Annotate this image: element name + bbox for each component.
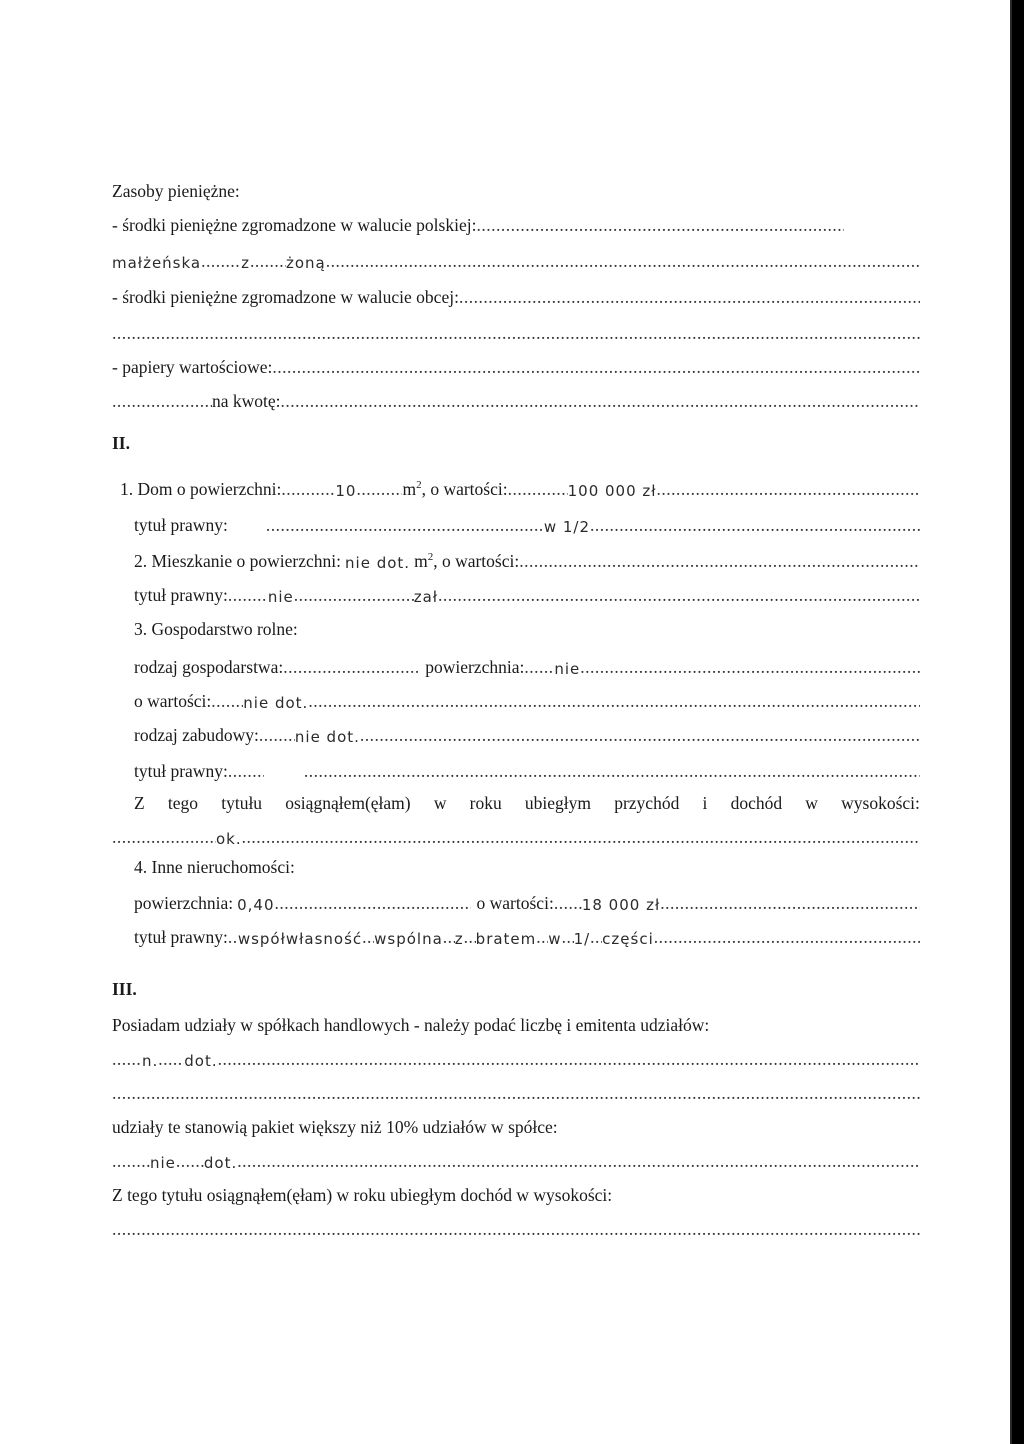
income-word: dochód xyxy=(730,793,783,813)
shares-blank-row xyxy=(112,1078,920,1104)
income-word: w xyxy=(805,793,818,813)
house-area: 10 xyxy=(335,482,357,500)
dotted-fill xyxy=(112,1151,150,1172)
dotted-fill xyxy=(250,251,286,272)
section-iii-heading xyxy=(112,974,920,1000)
income-word: ubiegłym xyxy=(524,793,592,813)
house-title-label: tytuł prawny: xyxy=(134,515,228,535)
dotted-fill xyxy=(272,357,920,378)
income-word: przychód xyxy=(614,793,680,813)
farm-heading-row xyxy=(134,614,920,640)
section-ii-heading xyxy=(112,428,920,454)
dotted-fill xyxy=(281,391,920,412)
farm-value-label: o wartości: xyxy=(134,691,212,711)
dotted-fill xyxy=(360,725,920,746)
house-row xyxy=(120,474,920,500)
other-title-value-7: części xyxy=(602,930,654,948)
dotted-fill xyxy=(362,927,374,948)
other-area-label: powierzchnia: xyxy=(134,893,234,913)
dotted-fill xyxy=(281,479,335,500)
other-value-label: o wartości: xyxy=(476,893,554,913)
farm-title-label: tytuł prawny: xyxy=(134,761,228,781)
farm-buildings-label: rodzaj zabudowy: xyxy=(134,725,259,745)
stake-value-2: dot. xyxy=(203,1154,238,1172)
cash-foreign-value-row xyxy=(112,318,920,344)
shares-label: Posiadam udziały w spółkach handlowych - należy podać liczbę i emitenta udziałów: xyxy=(112,1015,710,1035)
farm-buildings-value: nie dot. xyxy=(294,728,360,746)
flat-row xyxy=(134,546,920,572)
flat-title-value: nie xyxy=(267,588,294,606)
farm-area-label: powierzchnia: xyxy=(425,657,525,677)
cash-pln-row xyxy=(112,210,844,236)
other-property-label: 4. Inne nieruchomości: xyxy=(134,857,295,877)
house-title-row xyxy=(134,510,920,536)
cash-pln-value: małżeńska xyxy=(112,254,202,272)
shares-row xyxy=(112,1010,932,1036)
cash-pln-value-row xyxy=(112,246,920,272)
dotted-fill xyxy=(112,391,212,412)
flat-title-row xyxy=(134,580,920,606)
flat-title-value-2: zał xyxy=(413,588,439,606)
securities-row xyxy=(112,352,920,378)
dotted-fill xyxy=(158,1049,184,1070)
dotted-fill xyxy=(660,893,920,914)
dotted-fill xyxy=(554,893,582,914)
other-title-value-3: z xyxy=(454,930,464,948)
stake-row xyxy=(112,1112,920,1138)
other-area-value: 0,40 xyxy=(237,896,275,914)
dotted-fill xyxy=(536,927,548,948)
dotted-fill xyxy=(459,287,920,308)
dotted-fill xyxy=(524,657,554,678)
farm-value: nie dot. xyxy=(243,694,309,712)
dotted-fill xyxy=(237,1151,920,1172)
income-word: Z xyxy=(134,793,145,813)
cash-pln-label: - środki pieniężne zgromadzone w walucie polskiej: xyxy=(112,215,477,235)
other-title-label: tytuł prawny: xyxy=(134,927,228,947)
farm-area-value: nie xyxy=(554,660,581,678)
flat-title-label: tytuł prawny: xyxy=(134,585,228,605)
other-title-value: współwłasność xyxy=(237,930,363,948)
house-label: 1. Dom o powierzchni: xyxy=(120,479,282,499)
shares-income-value-row xyxy=(112,1214,920,1240)
page-edge-line xyxy=(1010,0,1012,1444)
shares-income-label: Z tego tytułu osiągnąłem(ęłam) w roku ubiegłym dochód w wysokości: xyxy=(112,1185,613,1205)
dotted-fill xyxy=(242,827,920,848)
dotted-fill xyxy=(211,691,243,712)
cash-foreign-label: - środki pieniężne zgromadzone w walucie obcej: xyxy=(112,287,459,307)
other-value: 18 000 zł xyxy=(581,896,661,914)
dotted-fill xyxy=(519,551,920,572)
securities-amount-row xyxy=(112,386,920,412)
cash-pln-value-spouse: żoną xyxy=(285,254,326,272)
dotted-fill xyxy=(657,479,920,500)
income-word: tego xyxy=(167,793,199,813)
farm-value-row xyxy=(134,686,920,712)
shares-income-row xyxy=(112,1180,920,1206)
dotted-fill xyxy=(508,479,568,500)
dotted-fill xyxy=(438,585,920,606)
dotted-fill xyxy=(112,1219,920,1240)
income-word: wysokości: xyxy=(841,793,920,813)
other-title-value-5: w xyxy=(548,930,562,948)
farm-income-row xyxy=(134,788,920,814)
other-area-row xyxy=(134,888,920,914)
other-title-value-2: wspólna xyxy=(374,930,443,948)
income-word: roku xyxy=(469,793,502,813)
other-title-row xyxy=(134,922,920,948)
income-word: osiągnąłem(ęłam) xyxy=(285,793,411,813)
dotted-fill xyxy=(590,515,920,536)
flat-value-label: , o wartości: xyxy=(433,551,520,571)
dotted-fill xyxy=(112,1049,142,1070)
house-title-value: w 1/2 xyxy=(543,518,590,536)
shares-value: n. xyxy=(142,1052,159,1070)
dotted-fill xyxy=(654,927,920,948)
cash-foreign-row xyxy=(112,282,920,308)
flat-label: 2. Mieszkanie o powierzchni: xyxy=(134,551,342,571)
dotted-fill xyxy=(562,927,574,948)
flat-area: nie dot. xyxy=(345,554,411,572)
income-word: tytułu xyxy=(221,793,263,813)
stake-label: udziały te stanowią pakiet większy niż 10% udziałów w spółce: xyxy=(112,1117,558,1137)
dotted-fill xyxy=(228,585,268,606)
section-ii-label: II. xyxy=(112,433,130,453)
dotted-fill xyxy=(283,657,419,678)
farm-buildings-row xyxy=(134,720,920,746)
dotted-fill xyxy=(275,893,471,914)
house-value: 100 000 zł xyxy=(567,482,657,500)
house-value-label: , o wartości: xyxy=(421,479,508,499)
cash-resources-label: Zasoby pieniężne: xyxy=(112,181,240,201)
dotted-fill xyxy=(201,251,241,272)
farm-type-label: rodzaj gospodarstwa: xyxy=(134,657,284,677)
farm-label: 3. Gospodarstwo rolne: xyxy=(134,619,298,639)
dotted-fill xyxy=(259,725,295,746)
dotted-fill xyxy=(218,1049,920,1070)
farm-income-value: ok. xyxy=(216,830,242,848)
dotted-fill xyxy=(464,927,476,948)
dotted-fill xyxy=(304,761,920,782)
dotted-fill xyxy=(580,657,920,678)
securities-label: - papiery wartościowe: xyxy=(112,357,273,377)
dotted-fill xyxy=(112,1083,920,1104)
area-unit: $m^2$ xyxy=(402,479,422,499)
cash-resources-heading xyxy=(112,176,920,202)
dotted-fill xyxy=(294,585,414,606)
farm-title-row xyxy=(134,756,920,782)
dotted-fill xyxy=(176,1151,204,1172)
dotted-fill xyxy=(266,515,544,536)
dotted-fill xyxy=(443,927,455,948)
farm-type-row xyxy=(134,652,920,678)
cash-pln-value-connector: z xyxy=(241,254,250,272)
area-unit: $m^2$ xyxy=(414,551,434,571)
dotted-fill xyxy=(356,479,402,500)
stake-value-row xyxy=(112,1146,920,1172)
dotted-fill xyxy=(308,691,920,712)
dotted-fill xyxy=(228,927,238,948)
dotted-fill xyxy=(326,251,920,272)
other-title-value-6: 1/ xyxy=(573,930,591,948)
securities-amount-label: na kwotę: xyxy=(212,391,281,411)
farm-income-value-row xyxy=(112,822,920,848)
income-word: w xyxy=(433,793,447,813)
shares-value-2: dot. xyxy=(184,1052,218,1070)
dotted-fill xyxy=(476,215,844,236)
other-title-value-4: bratem xyxy=(475,930,537,948)
dotted-fill xyxy=(112,323,920,344)
dotted-fill xyxy=(590,927,602,948)
dotted-fill xyxy=(228,761,264,782)
other-property-heading-row xyxy=(134,852,920,878)
dotted-fill xyxy=(112,827,216,848)
stake-value: nie xyxy=(150,1154,176,1172)
shares-value-row xyxy=(112,1044,920,1070)
income-word: i xyxy=(702,793,708,813)
section-iii-label: III. xyxy=(112,979,137,999)
